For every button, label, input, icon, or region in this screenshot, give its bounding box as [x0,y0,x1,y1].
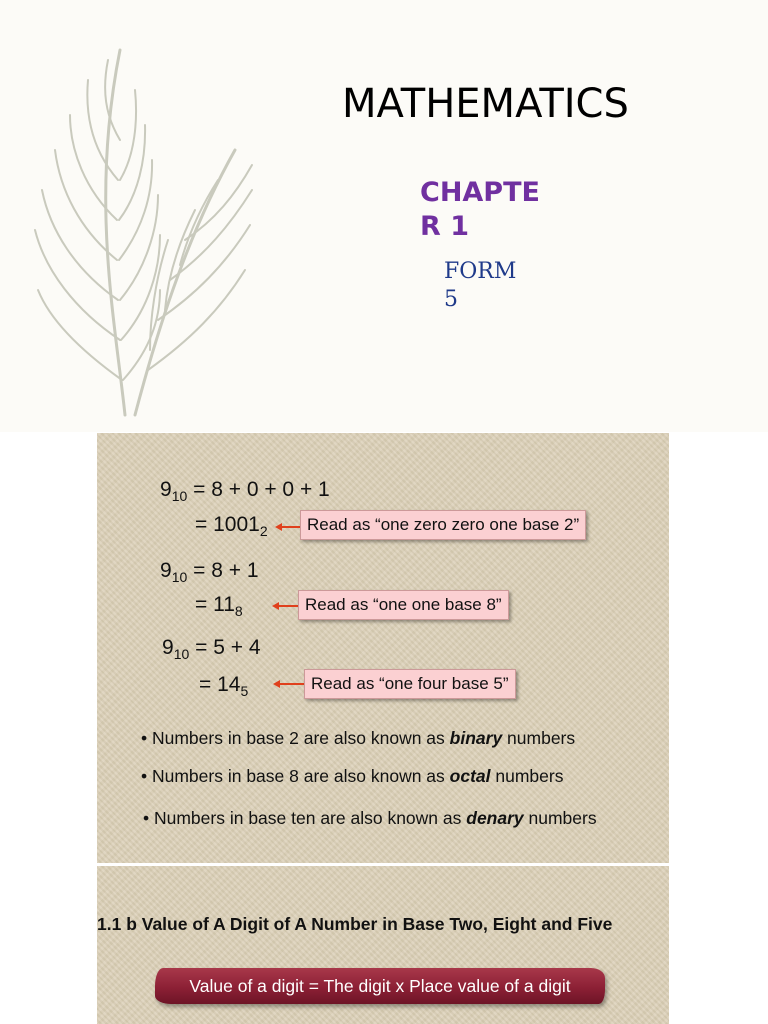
digit-value-slide [97,866,669,1024]
callout-base-2: Read as “one zero zero one base 2” [300,510,586,540]
title-slide [0,0,768,432]
equation-2-result: = $11_8$ [195,593,243,619]
form-label: FORM 5 [444,259,517,312]
equation-3-lhs: $9_{10} = 5 + 4$ [162,636,261,662]
equation-1-result: = $1001_2$ [195,513,268,539]
arrow-left-icon [275,521,301,533]
feather-icon [20,20,260,420]
bases-slide [97,433,669,863]
equation-3-result: = $14_5$ [199,673,249,699]
arrow-left-icon [273,678,305,690]
section-heading: 1.1 b Value of A Digit of A Number in Base Two, Eight and Five [97,914,613,934]
page-title: MATHEMATICS [342,81,629,127]
callout-base-5: Read as “one four base 5” [304,669,516,699]
bullet-octal: • Numbers in base 8 are also known as octal numbers [141,766,564,786]
equation-2-lhs: $9_{10} = 8 + 1$ [160,559,259,585]
bullet-binary: • Numbers in base 2 are also known as binary numbers [141,728,576,748]
arrow-left-icon [272,600,300,612]
bullet-denary: • Numbers in base ten are also known as denary numbers [143,808,597,828]
callout-base-8: Read as “one one base 8” [298,590,509,620]
chapter-label: CHAPTER 1 [420,177,540,242]
equation-1-lhs: $9_{10} = 8 + 0 + 0 + 1$ [160,478,330,504]
formula-banner: Value of a digit = The digit x Place value of a digit [155,968,605,1004]
